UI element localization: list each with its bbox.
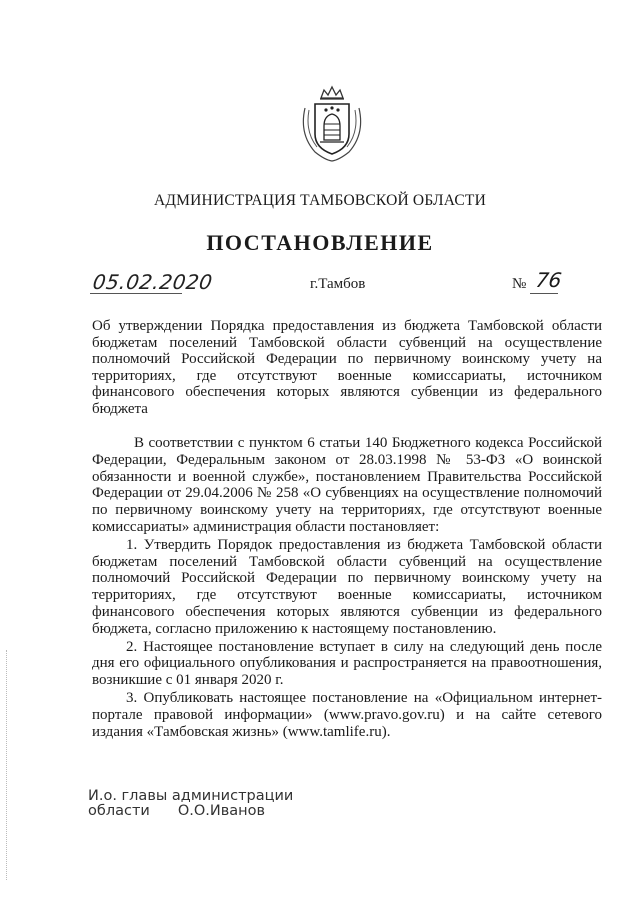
signature-title-region: области — [88, 803, 150, 819]
preamble-paragraph: В соответствии с пунктом 6 статьи 140 Бюджетного кодекса Российской Федерации, Федеральным законом от 28.03.1998 № 53-ФЗ «О воинской обязанности и военной службе», постановлением Правительства Российской Федерации от 29.04.2006 № 258 «О субвенциях на осуществление полномочий по первичному воинскому учету на территориях, где отсутствуют военные комиссариаты» администрация области постановляет: — [92, 435, 602, 535]
number-underline — [530, 293, 558, 294]
signatory-name: О.О.Иванов — [177, 803, 266, 819]
document-city: г.Тамбов — [310, 276, 366, 292]
document-date: 05.02.2020 — [91, 270, 215, 294]
signature-name-line — [88, 804, 293, 819]
number-sign: № — [512, 276, 527, 292]
scan-edge-marks — [6, 650, 9, 880]
signature-block — [88, 789, 293, 819]
organization-name: АДМИНИСТРАЦИЯ ТАМБОВСКОЙ ОБЛАСТИ — [154, 192, 486, 209]
item-paragraph-3: 3. Опубликовать настоящее постановление на «Официальном интернет-портале правовой информации» (www.pravo.gov.ru) и на сайте сетевого издания «Тамбовская жизнь» (www.tamlife.ru). — [92, 689, 602, 740]
document-number: 76 — [534, 268, 564, 292]
document-heading: Об утверждении Порядка предоставления из бюджета Тамбовской области бюджетам поселений Тамбовской области субвенций на осуществление полномочий Российской Федерации по первичному воинскому учету на территориях, где отсутствуют военные комиссариаты, источником финансового обеспечения которых являются субвенции из федерального бюджета — [92, 318, 602, 417]
item-paragraph-1: 1. Утвердить Порядок предоставления из бюджета Тамбовской области бюджетам поселений Тамбовской области субвенций на осуществление полномочий Российской Федерации по первичному воинскому учету на территориях, где отсутствуют военные комиссариаты, источником финансового обеспечения которых являются субвенции из федерального бюджета, согласно приложению к настоящему постановлению. — [92, 536, 602, 637]
tambov-coat-of-arms-icon — [295, 84, 369, 164]
item-paragraph-2: 2. Настоящее постановление вступает в силу на следующий день после дня его официального опубликования и распространяется на правоотношения, возникшие с 01 января 2020 г. — [92, 638, 602, 689]
document-type-title: ПОСТАНОВЛЕНИЕ — [206, 230, 434, 255]
date-underline — [90, 293, 182, 294]
signature-title-line: И.о. главы администрации — [88, 788, 294, 804]
document-body — [92, 435, 602, 740]
